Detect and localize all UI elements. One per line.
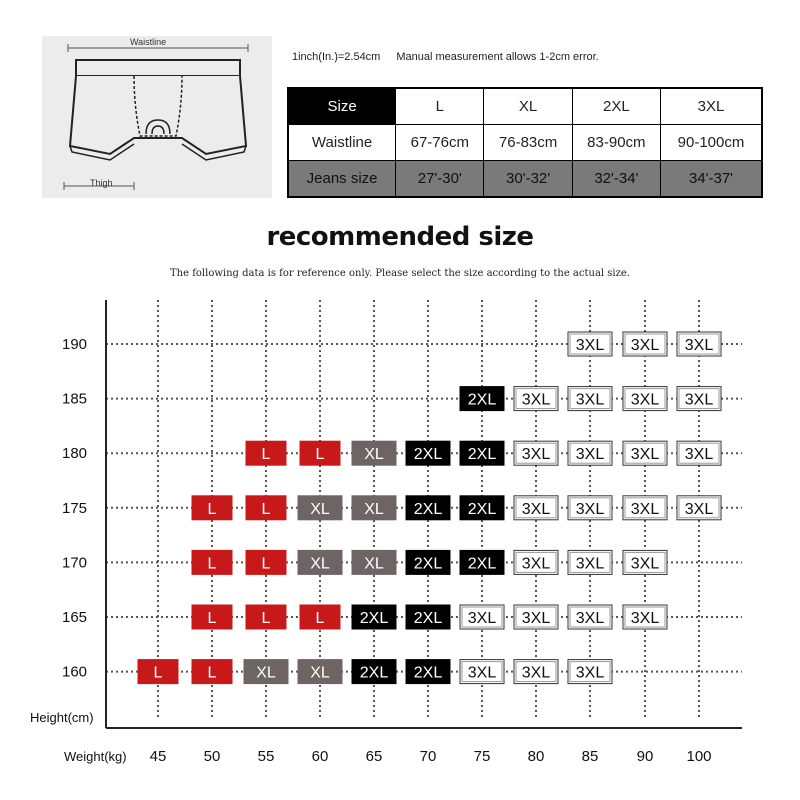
size-cell-label: L [153, 664, 163, 682]
y-tick-label: 175 [62, 499, 88, 517]
size-cell-label: XL [256, 664, 276, 682]
size-table-cell: 90-100cm [661, 125, 763, 161]
y-tick-label: 160 [62, 663, 88, 681]
size-cell-label: 3XL [575, 391, 605, 409]
size-cell-label: L [207, 610, 217, 627]
tolerance-note: Manual measurement allows 1-2cm error. [396, 51, 599, 63]
size-table-cell: Jeans size [288, 161, 396, 198]
x-tick-label: 70 [419, 748, 437, 765]
y-axis-title: Height(cm) [30, 710, 94, 725]
size-cell-label: 3XL [521, 664, 551, 682]
size-table-cell: 67-76cm [396, 125, 484, 161]
size-cell-label: L [261, 500, 271, 518]
size-cell-label: XL [310, 555, 330, 573]
size-table-cell: Waistline [288, 125, 396, 161]
y-tick-label: 180 [62, 445, 88, 463]
size-table-header-cell: Size [288, 88, 396, 125]
size-table-cell: 27'-30' [396, 161, 484, 198]
size-cell-label: 3XL [521, 500, 551, 518]
y-tick-label: 185 [62, 390, 88, 408]
x-tick-label: 55 [257, 748, 275, 765]
size-cell-label: 3XL [575, 446, 605, 464]
size-cell-label: L [315, 610, 325, 627]
size-cell-label: 2XL [467, 500, 497, 518]
size-cell-label: 3XL [521, 610, 551, 627]
size-table-header-cell: L [396, 88, 484, 125]
size-cell-label: 2XL [413, 664, 443, 682]
size-cell-label: XL [364, 555, 384, 573]
x-axis-title: Weight(kg) [64, 749, 127, 764]
size-cell-label: L [261, 446, 271, 464]
size-cell-label: 3XL [630, 337, 660, 354]
size-cell-label: 3XL [630, 391, 660, 409]
size-cell-label: L [207, 500, 217, 518]
size-cell-label: L [315, 446, 325, 464]
size-cell-label: 3XL [575, 610, 605, 627]
size-cell-label: 2XL [467, 555, 497, 573]
size-table-header-cell: XL [484, 88, 572, 125]
size-cell-label: 2XL [413, 610, 443, 627]
y-tick-label: 190 [62, 336, 88, 353]
x-tick-label: 60 [311, 748, 329, 765]
x-tick-label: 65 [365, 748, 383, 765]
size-cell-label: 3XL [575, 664, 605, 682]
chart-subtitle: The following data is for reference only. Please select the size according to the actual size. [170, 268, 630, 279]
size-table-header-cell: 3XL [661, 88, 763, 125]
size-table-header-cell: 2XL [572, 88, 660, 125]
size-cell-label: 3XL [521, 391, 551, 409]
size-cell-label: 3XL [521, 446, 551, 464]
size-cell-label: 3XL [630, 555, 660, 573]
x-tick-label: 80 [527, 748, 545, 765]
size-table-cell: 30'-32' [484, 161, 572, 198]
size-cell-label: 3XL [684, 391, 714, 409]
x-tick-label: 90 [636, 748, 654, 765]
size-cell-label: L [261, 610, 271, 627]
size-cell-label: 3XL [630, 500, 660, 518]
size-cell-label: 2XL [413, 446, 443, 464]
waistline-label: Waistline [130, 37, 167, 47]
size-cell-label: 2XL [467, 446, 497, 464]
size-cell-label: 3XL [521, 555, 551, 573]
size-cell-label: XL [364, 500, 384, 518]
x-tick-label: 75 [473, 748, 491, 765]
size-cell-label: L [261, 555, 271, 573]
size-cell-label: 3XL [467, 610, 497, 627]
size-cell-label: XL [364, 446, 384, 464]
chart-title: recommended size [266, 222, 534, 252]
size-cell-label: 3XL [575, 500, 605, 518]
thigh-label: Thigh [90, 178, 113, 188]
y-tick-label: 170 [62, 554, 88, 572]
size-cell-label: 3XL [684, 446, 714, 464]
size-cell-label: 2XL [467, 391, 497, 409]
conversion-note: 1inch(In.)=2.54cm [292, 51, 381, 63]
size-cell-label: 3XL [630, 610, 660, 627]
size-cell-label: 3XL [630, 446, 660, 464]
size-cell-label: 3XL [467, 664, 497, 682]
size-cell-label: 3XL [684, 337, 714, 354]
x-tick-label: 45 [149, 748, 167, 765]
x-tick-label: 85 [581, 748, 599, 765]
size-cell-label: XL [310, 664, 330, 682]
size-cell-label: 3XL [575, 337, 605, 354]
size-table-cell: 34'-37' [661, 161, 763, 198]
size-cell-label: L [207, 664, 217, 682]
x-tick-label: 50 [203, 748, 221, 765]
y-tick-label: 165 [62, 609, 88, 626]
size-cell-label: 3XL [684, 500, 714, 518]
size-cell-label: XL [310, 500, 330, 518]
size-cell-label: 2XL [413, 500, 443, 518]
x-tick-label: 100 [686, 748, 712, 765]
size-table-cell: 83-90cm [572, 125, 660, 161]
size-cell-label: 2XL [359, 664, 389, 682]
size-cell-label: 2XL [413, 555, 443, 573]
size-cell-label: 3XL [575, 555, 605, 573]
size-table-cell: 32'-34' [572, 161, 660, 198]
size-table-cell: 76-83cm [484, 125, 572, 161]
size-cell-label: 2XL [359, 610, 389, 627]
size-cell-label: L [207, 555, 217, 573]
